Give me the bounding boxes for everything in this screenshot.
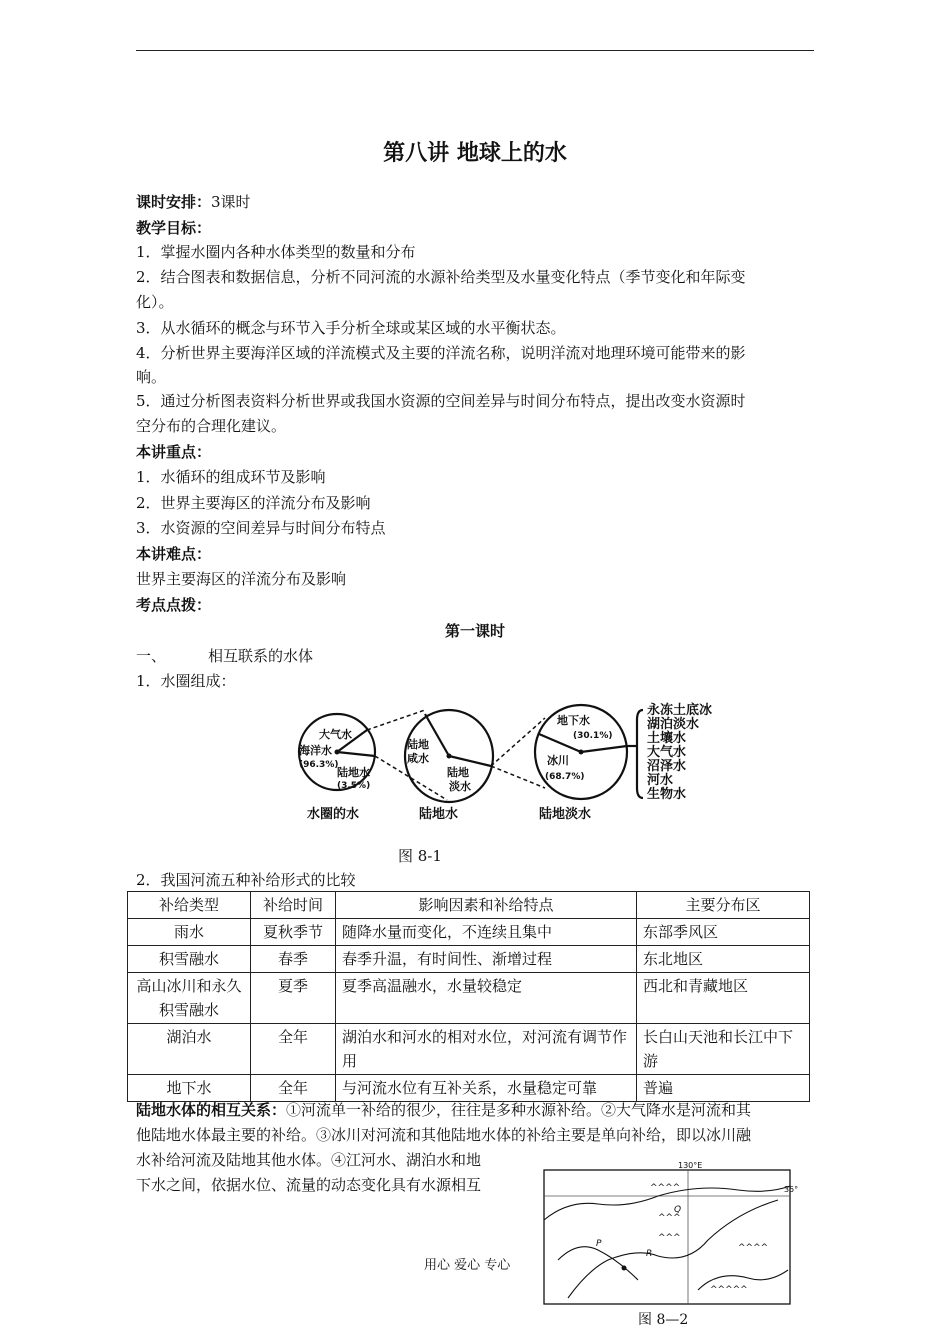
map-label-q: Q — [674, 1205, 682, 1215]
table-cell: 积雪融水 — [128, 946, 251, 973]
label-atmospheric-water: 大气水 — [319, 728, 352, 741]
section-heading — [136, 646, 313, 666]
table-header-row — [128, 892, 810, 919]
key-point-item: 2．世界主要海区的洋流分布及影响 — [136, 494, 371, 512]
table-row — [128, 919, 810, 946]
relation-text: ①河流单一补给的很少，往往是多种水源补给。②大气降水是河流和其 — [286, 1101, 752, 1119]
map-label-r: R — [646, 1249, 653, 1259]
table-header: 补给时间 — [251, 892, 336, 919]
table-row — [128, 1024, 810, 1075]
fresh-water-type: 大气水 — [647, 745, 687, 760]
table-cell: 地下水 — [128, 1075, 251, 1102]
subsection-heading: 2．我国河流五种补给形式的比较 — [136, 871, 356, 889]
key-point-item: 3．水资源的空间差异与时间分布特点 — [136, 519, 386, 537]
mountain-icon: ^^^^ — [650, 1183, 681, 1193]
page-title: 第八讲 地球上的水 — [383, 141, 567, 166]
table-cell: 春季 — [251, 946, 336, 973]
label-land-salt: 陆地 — [407, 738, 429, 751]
mountain-icon: ^^^ — [658, 1213, 681, 1223]
fresh-water-type: 河水 — [647, 773, 674, 788]
table-cell: 雨水 — [128, 919, 251, 946]
exam-heading: 考点点拨： — [136, 596, 212, 614]
table-cell: 夏季 — [251, 973, 336, 1024]
caption-hydrosphere: 水圈的水 — [307, 807, 360, 822]
recharge-table — [127, 891, 810, 1102]
mountain-icon: ^^^^^ — [710, 1285, 748, 1295]
caption-land-water: 陆地水 — [419, 807, 459, 822]
longitude-label: 130°E — [678, 1161, 703, 1170]
subsection-heading: 1．水圈组成： — [136, 672, 236, 690]
goal-item: 空分布的合理化建议。 — [136, 417, 287, 435]
label-ocean-water: 海洋水 — [299, 744, 332, 757]
table-cell: 夏秋季节 — [251, 919, 336, 946]
figure-caption: 图 8—2 — [638, 1312, 689, 1328]
river-basin-map — [538, 1160, 798, 1310]
goal-item: 化）。 — [136, 293, 174, 311]
fresh-water-type: 湖泊淡水 — [647, 717, 700, 732]
table-cell: 东部季风区 — [637, 919, 810, 946]
table-cell: 西北和青藏地区 — [637, 973, 810, 1024]
relation-text: 水补给河流及陆地其他水体。④江河水、湖泊水和地 — [136, 1151, 482, 1169]
hydrosphere-diagram — [295, 700, 745, 828]
section-number: 一、 — [136, 647, 167, 665]
label-land-salt-2: 咸水 — [407, 752, 429, 765]
table-row — [128, 1075, 810, 1102]
relation-line-1 — [136, 1100, 751, 1120]
figure-caption: 图 8-1 — [398, 847, 442, 865]
caption-land-fresh: 陆地淡水 — [539, 807, 592, 822]
difficult-heading: 本讲难点： — [136, 545, 212, 563]
label-groundwater-pct: (30.1%) — [573, 731, 613, 741]
page-footer: 用心 爱心 专心 — [424, 1258, 511, 1273]
fresh-water-type: 生物水 — [647, 787, 687, 802]
table-header: 影响因素和补给特点 — [336, 892, 637, 919]
map-label-p: P — [596, 1239, 602, 1249]
table-cell: 湖泊水和河水的相对水位，对河流有调节作用 — [336, 1024, 637, 1075]
goal-item: 1．掌握水圈内各种水体类型的数量和分布 — [136, 243, 416, 261]
difficult-text: 世界主要海区的洋流分布及影响 — [136, 570, 347, 588]
label-land-pct: (3.5%) — [337, 781, 371, 791]
goals-heading: 教学目标： — [136, 219, 212, 237]
table-row — [128, 973, 810, 1024]
key-points-heading: 本讲重点： — [136, 443, 212, 461]
header-rule — [136, 50, 814, 51]
label-glacier-pct: (68.7%) — [545, 772, 585, 782]
key-point-item: 1．水循环的组成环节及影响 — [136, 468, 326, 486]
latitude-label: 35° — [784, 1185, 798, 1194]
goal-item: 3．从水循环的概念与环节入手分析全球或某区域的水平衡状态。 — [136, 319, 566, 337]
label-groundwater: 地下水 — [557, 714, 590, 727]
mountain-icon: ^^^ — [658, 1233, 681, 1243]
goal-item: 4．分析世界主要海洋区域的洋流模式及主要的洋流名称，说明洋流对地理环境可能带来的影 — [136, 344, 746, 362]
table-cell: 长白山天池和长江中下游 — [637, 1024, 810, 1075]
table-cell: 夏季高温融水，水量较稳定 — [336, 973, 637, 1024]
table-cell: 随降水量而变化，不连续且集中 — [336, 919, 637, 946]
fresh-water-type: 永冻土底冰 — [647, 703, 713, 718]
table-cell: 全年 — [251, 1075, 336, 1102]
relation-heading: 陆地水体的相互关系： — [136, 1101, 287, 1119]
table-cell: 高山冰川和永久积雪融水 — [128, 973, 251, 1024]
goal-item: 响。 — [136, 368, 167, 386]
schedule-line — [136, 192, 251, 212]
schedule-label: 课时安排： — [136, 193, 212, 211]
label-land-fresh-2: 淡水 — [449, 780, 471, 793]
table-row — [128, 946, 810, 973]
relation-text: 下水之间，依据水位、流量的动态变化具有水源相互 — [136, 1176, 482, 1194]
table-header: 主要分布区 — [637, 892, 810, 919]
relation-text: 他陆地水体最主要的补给。③冰川对河流和其他陆地水体的补给主要是单向补给，即以冰川融 — [136, 1126, 752, 1144]
label-ocean-pct: (96.3%) — [299, 760, 339, 770]
goal-item: 5．通过分析图表资料分析世界或我国水资源的空间差异与时间分布特点，提出改变水资源时 — [136, 392, 746, 410]
lesson-heading: 第一课时 — [444, 622, 505, 640]
goal-item: 2．结合图表和数据信息，分析不同河流的水源补给类型及水量变化特点（季节变化和年际变 — [136, 268, 746, 286]
table-cell: 普遍 — [637, 1075, 810, 1102]
section-title: 相互联系的水体 — [208, 647, 314, 665]
fresh-water-type: 沼泽水 — [647, 759, 687, 774]
table-cell: 春季升温，有时间性、渐增过程 — [336, 946, 637, 973]
schedule-value: 3课时 — [211, 193, 251, 211]
town-marker — [622, 1266, 627, 1271]
label-glacier: 冰川 — [547, 754, 569, 767]
table-cell: 东北地区 — [637, 946, 810, 973]
table-cell: 湖泊水 — [128, 1024, 251, 1075]
table-cell: 与河流水位有互补关系，水量稳定可靠 — [336, 1075, 637, 1102]
table-cell: 全年 — [251, 1024, 336, 1075]
label-land-water: 陆地水 — [337, 766, 370, 779]
river — [558, 1247, 638, 1280]
fresh-water-type: 土壤水 — [647, 731, 687, 746]
mountain-icon: ^^^^ — [738, 1243, 769, 1253]
table-header: 补给类型 — [128, 892, 251, 919]
label-land-fresh: 陆地 — [447, 766, 469, 779]
